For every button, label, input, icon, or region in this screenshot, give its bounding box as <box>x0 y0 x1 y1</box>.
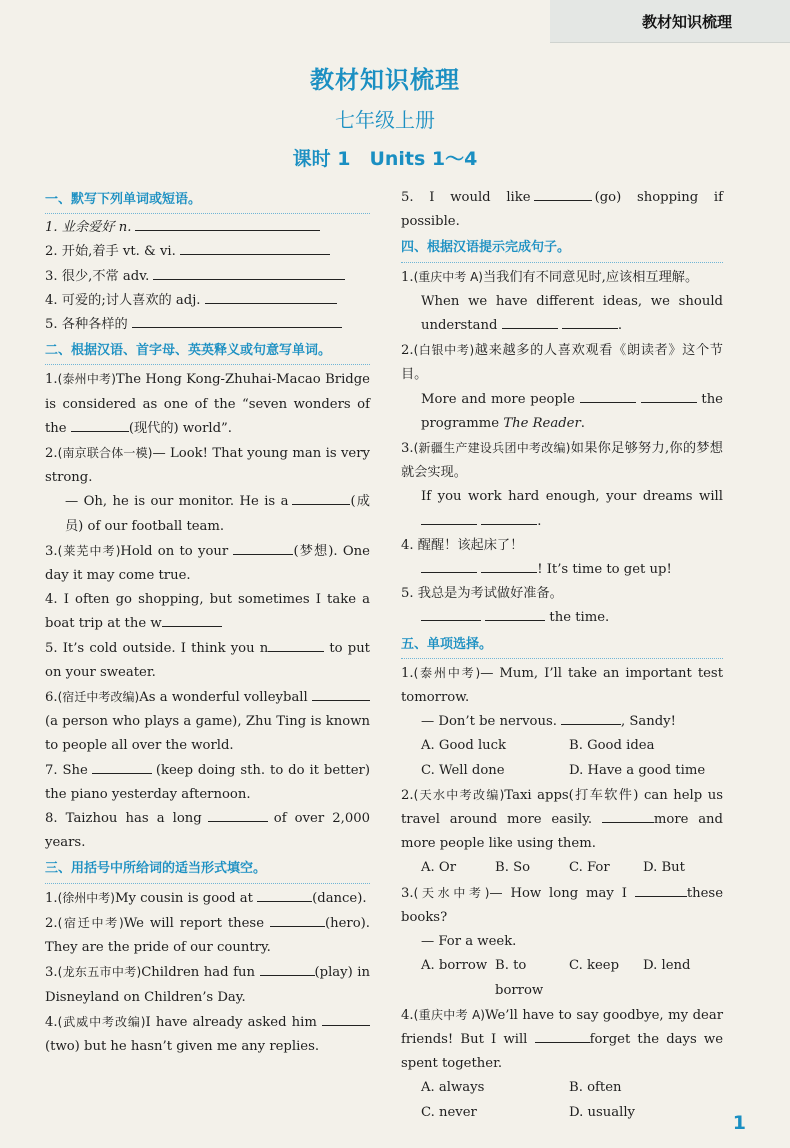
s1-q4: 4. 可爱的;讨人喜欢的 adj. <box>45 289 370 313</box>
answer-blank[interactable] <box>534 186 592 201</box>
option-a[interactable]: A. borrow <box>421 958 488 974</box>
s3-q5: 5. I would like (go) shopping if possible. <box>401 186 723 234</box>
answer-blank[interactable] <box>502 314 558 329</box>
s5-q2-options <box>401 856 723 880</box>
answer-blank[interactable] <box>257 887 312 902</box>
answer-blank[interactable] <box>270 912 325 927</box>
answer-blank[interactable] <box>481 558 537 573</box>
right-column <box>401 186 723 1125</box>
answer-blank[interactable] <box>135 216 320 231</box>
option-c[interactable]: C. Well done <box>421 762 505 778</box>
s4-q5: 5. 我总是为考试做好准备。 <box>401 586 563 602</box>
s4-q3: 3.(新疆生产建设兵团中考改编)如果你足够努力,你的梦想就会实现。 <box>401 441 723 481</box>
s3-q3: 3.(龙东五市中考)Children had fun (play) in Disneyland on Children’s Day. <box>45 960 370 1009</box>
s4-q5-answer: the time. <box>401 606 723 630</box>
option-a[interactable]: A. Good luck <box>421 738 507 754</box>
s4-q1: 1.(重庆中考 A)当我们有不同意见时,应该相互理解。 <box>401 269 699 285</box>
left-column <box>45 186 370 1059</box>
answer-blank[interactable] <box>602 808 654 823</box>
s2-q5: 5. It’s cold outside. I think you n to put on your sweater. <box>45 637 370 685</box>
s4-q4: 4. 醒醒！该起床了！ <box>401 537 524 553</box>
option-c[interactable]: C. never <box>421 1104 477 1120</box>
s5-q3-options <box>401 954 723 1002</box>
answer-blank[interactable] <box>421 558 477 573</box>
s2-q7: 7. She (keep doing sth. to do it better) the piano yesterday afternoon. <box>45 759 370 807</box>
answer-blank[interactable] <box>208 807 268 822</box>
s5-q4-options <box>401 1076 723 1100</box>
option-c[interactable]: C. For <box>569 860 610 876</box>
answer-blank[interactable] <box>162 612 222 627</box>
section-4-heading: 四、根据汉语提示完成句子。 <box>401 236 723 262</box>
s1-q1: 1. 业余爱好 n. <box>45 216 370 240</box>
s4-q1-answer: When we have different ideas, we should understand . <box>421 293 723 334</box>
answer-blank[interactable] <box>421 606 481 621</box>
s4-q2-answer: More and more people the programme The Reader. <box>401 388 723 436</box>
option-b[interactable]: B. often <box>569 1080 622 1096</box>
s4-q4-answer: ! It’s time to get up! <box>401 558 723 582</box>
answer-blank[interactable] <box>233 540 293 555</box>
option-d[interactable]: D. lend <box>643 958 691 974</box>
answer-blank[interactable] <box>312 686 370 701</box>
s5-q4: 4.(重庆中考 A)We’ll have to say goodbye, my dear friends! But I will forget the days we spent together. <box>401 1007 723 1072</box>
answer-blank[interactable] <box>421 510 477 525</box>
option-a[interactable]: A. always <box>421 1080 485 1096</box>
s5-q1-options-2 <box>401 759 723 783</box>
lesson-title: 课时 1 Units 1～4 <box>292 148 478 170</box>
option-b[interactable]: B. to borrow <box>495 958 544 998</box>
s5-q1: 1.(泰州中考)— Mum, I’ll take an important test tomorrow. <box>401 665 723 706</box>
option-b[interactable]: B. So <box>495 860 531 876</box>
s5-q1-options <box>401 734 723 758</box>
s1-q5: 5. 各种各样的 <box>45 313 370 337</box>
option-a[interactable]: A. Or <box>421 860 457 876</box>
page-number: 1 <box>732 1112 746 1134</box>
answer-blank[interactable] <box>71 417 129 432</box>
s2-q6: 6.(宿迁中考改编)As a wonderful volleyball (a person who plays a game), Zhu Ting is known to people all over the world. <box>45 685 370 759</box>
s2-q2: 2.(南京联合体一模)— Look! That young man is very strong. <box>45 446 370 486</box>
option-c[interactable]: C. keep <box>569 958 620 974</box>
option-d[interactable]: D. Have a good time <box>569 762 706 778</box>
answer-blank[interactable] <box>92 759 152 774</box>
s2-q8: 8. Taizhou has a long of over 2,000 years. <box>45 807 370 855</box>
s2-q1: 1.(泰州中考)The Hong Kong-Zhuhai-Macao Bridge is considered as one of the “seven wonders of the (现代的) world”. <box>45 372 370 436</box>
s1-q2: 2. 开始,着手 vt. & vi. <box>45 240 370 264</box>
s4-q2: 2.(白银中考)越来越多的人喜欢观看《朗读者》这个节目。 <box>401 343 723 383</box>
answer-blank[interactable] <box>635 882 687 897</box>
s2-q4: 4. I often go shopping, but sometimes I take a boat trip at the w <box>45 592 370 632</box>
answer-blank[interactable] <box>260 961 315 976</box>
section-1-heading: 一、默写下列单词或短语。 <box>45 188 370 214</box>
answer-blank[interactable] <box>132 313 342 328</box>
s4-q3-answer: If you work hard enough, your dreams will . <box>421 489 723 529</box>
page-title: 教材知识梳理 <box>310 66 460 94</box>
s5-q3-reply: — For a week. <box>421 934 517 950</box>
answer-blank[interactable] <box>535 1028 590 1043</box>
option-b[interactable]: B. Good idea <box>569 738 655 754</box>
answer-blank[interactable] <box>481 510 537 525</box>
answer-blank[interactable] <box>180 240 330 255</box>
s5-q2: 2.(天水中考改编)Taxi apps(打车软件) can help us travel around more easily. more and more people like using them. <box>401 787 723 852</box>
answer-blank[interactable] <box>641 388 697 403</box>
answer-blank[interactable] <box>562 314 618 329</box>
answer-blank[interactable] <box>205 289 337 304</box>
answer-blank[interactable] <box>322 1011 370 1026</box>
s2-q2-reply: — Oh, he is our monitor. He is a (成员) of our football team. <box>45 490 370 538</box>
s5-q4-options-2 <box>401 1101 723 1125</box>
answer-blank[interactable] <box>268 637 324 652</box>
grade-title: 七年级上册 <box>335 108 435 132</box>
section-3-heading: 三、用括号中所给词的适当形式填空。 <box>45 857 370 883</box>
option-d[interactable]: D. But <box>643 860 685 876</box>
answer-blank[interactable] <box>485 606 545 621</box>
section-tab <box>550 0 790 43</box>
section-2-heading: 二、根据汉语、首字母、英英释义或句意写单词。 <box>45 339 370 365</box>
s1-q3: 3. 很少,不常 adv. <box>45 265 370 289</box>
answer-blank[interactable] <box>292 490 350 505</box>
s3-q2: 2.(宿迁中考)We will report these (hero). They are the pride of our country. <box>45 911 370 960</box>
s5-q1-reply: — Don’t be nervous. , Sandy! <box>401 710 723 734</box>
option-d[interactable]: D. usually <box>569 1104 635 1120</box>
answer-blank[interactable] <box>580 388 636 403</box>
s3-q4: 4.(武威中考改编)I have already asked him (two) but he hasn’t given me any replies. <box>45 1010 370 1059</box>
answer-blank[interactable] <box>561 710 621 725</box>
s5-q3: 3.(天水中考)— How long may I these books? <box>401 881 723 930</box>
s2-q3: 3.(莱芜中考)Hold on to your (梦想). One day it may come true. <box>45 539 370 588</box>
answer-blank[interactable] <box>153 265 345 280</box>
section-tab-label: 教材知识梳理 <box>641 13 732 31</box>
section-5-heading: 五、单项选择。 <box>401 633 723 659</box>
s3-q1: 1.(徐州中考)My cousin is good at (dance). <box>45 886 370 911</box>
